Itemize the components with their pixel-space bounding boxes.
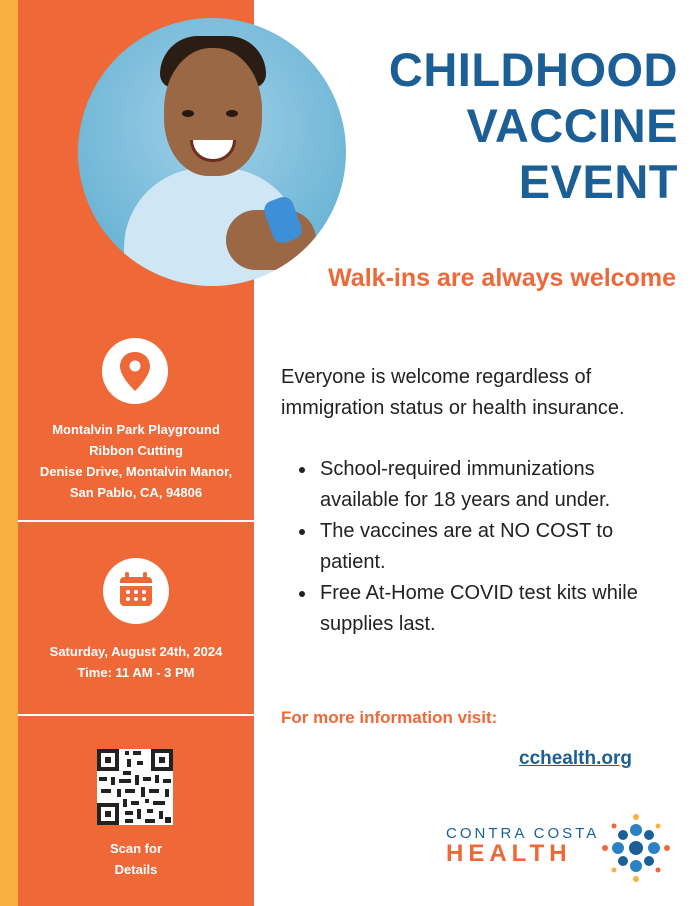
- qr-caption-line-2: Details: [114, 862, 158, 877]
- location-line-1: Montalvin Park Playground: [52, 422, 220, 437]
- website-link[interactable]: cchealth.org: [519, 748, 632, 769]
- calendar-icon: [103, 558, 169, 624]
- map-pin-icon: [102, 338, 168, 404]
- location-line-3: Denise Drive, Montalvin Manor,: [39, 464, 233, 479]
- qr-code[interactable]: [97, 749, 173, 825]
- child-eye-right: [226, 110, 238, 117]
- logo-text-bottom: HEALTH: [446, 840, 572, 867]
- benefits-list: [299, 454, 679, 640]
- location-line-2: Ribbon Cutting: [89, 443, 183, 458]
- location-text: [18, 419, 254, 503]
- qr-caption: [18, 838, 254, 880]
- contra-costa-logo-icon: [600, 812, 672, 884]
- location-line-4: San Pablo, CA, 94806: [69, 485, 203, 500]
- list-item: School-required immunizations available for 18 years and under.: [299, 454, 679, 516]
- list-item: The vaccines are at NO COST to patient.: [299, 516, 679, 578]
- datetime-text: [18, 641, 254, 683]
- event-date: Saturday, August 24th, 2024: [49, 644, 223, 659]
- walk-ins-heading: Walk-ins are always welcome: [328, 264, 676, 292]
- intro-paragraph: Everyone is welcome regardless of immigration status or health insurance.: [281, 366, 625, 419]
- sidebar-divider: [18, 714, 254, 716]
- event-title: CHILDHOOD VACCINE EVENT: [388, 43, 678, 208]
- child-photo: [78, 18, 346, 286]
- more-info-label: For more information visit:: [281, 708, 498, 727]
- list-item: Free At-Home COVID test kits while supplies last.: [299, 578, 679, 640]
- qr-caption-line-1: Scan for: [109, 841, 162, 856]
- child-eye-left: [182, 110, 194, 117]
- event-time: Time: 11 AM - 3 PM: [77, 665, 195, 680]
- sidebar-divider: [18, 520, 254, 522]
- yellow-accent-strip: [0, 0, 18, 906]
- logo-text-top: CONTRA COSTA: [446, 825, 600, 842]
